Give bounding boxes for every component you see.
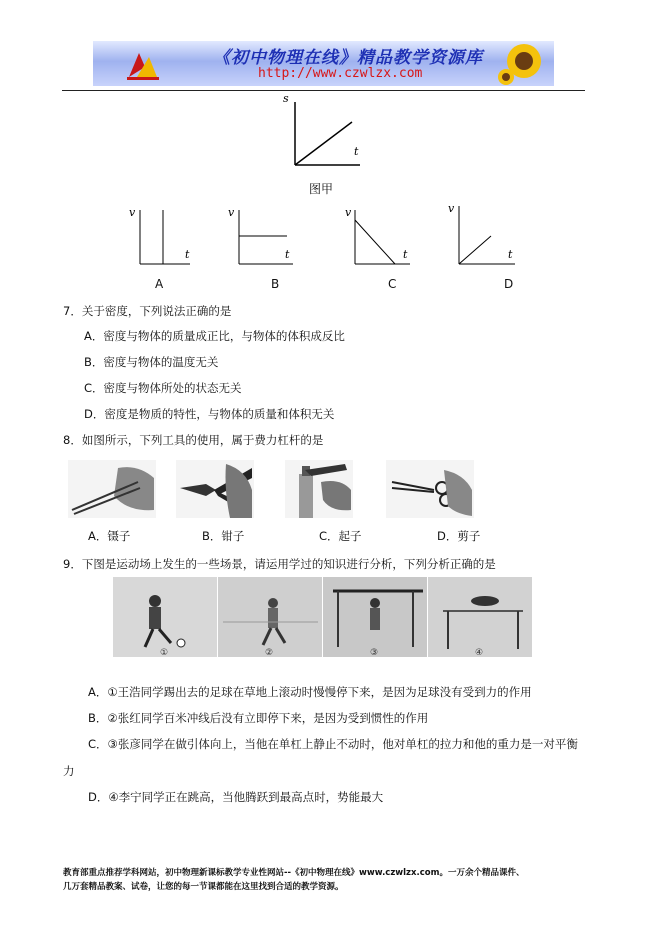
q9-option-c: C．③张彦同学在做引体向上，当他在单杠上静止不动时，他对单杠的拉力和他的重力是一对平衡 (88, 737, 578, 751)
svg-text:v: v (228, 206, 235, 219)
svg-text:v: v (129, 206, 136, 219)
option-label-c: C (388, 277, 397, 291)
svg-text:t: t (508, 248, 513, 261)
site-logo-icon (123, 47, 163, 83)
vt-graph-options (125, 200, 545, 272)
tweezers-image (68, 460, 156, 518)
option-label-a: A (155, 277, 164, 291)
svg-text:t: t (185, 248, 190, 261)
header-rule (62, 90, 585, 91)
sports-photos (113, 577, 532, 657)
footer-line-2: 几万套精品教案、试卷，让您的每一节课都能在这里找到合适的教学资源。 (63, 882, 344, 892)
q9-stem: 9．下图是运动场上发生的一些场景，请运用学过的知识进行分析，下列分析正确的是 (63, 557, 496, 571)
st-graph-x-label: t (354, 145, 359, 158)
bottle-opener-image (285, 460, 353, 518)
svg-text:v: v (448, 202, 455, 215)
q8-option-b: B．钳子 (202, 529, 245, 543)
pliers-image (176, 460, 254, 518)
vt-graph-a (129, 206, 190, 264)
svg-text:②: ② (265, 648, 274, 657)
q9-option-b: B．②张红同学百米冲线后没有立即停下来，是因为受到惯性的作用 (88, 711, 429, 725)
q7-option-b: B．密度与物体的温度无关 (84, 355, 219, 369)
vt-graph-b (228, 206, 293, 264)
banner-title: 《初中物理在线》精品教学资源库 (213, 48, 483, 68)
q8-option-a: A．镊子 (88, 529, 131, 543)
svg-text:v: v (345, 206, 352, 219)
q8-option-d: D．剪子 (437, 529, 481, 543)
svg-text:t: t (285, 248, 290, 261)
q9-option-d: D．④李宁同学正在跳高，当他腾跃到最高点时，势能最大 (88, 790, 384, 804)
q8-stem: 8．如图所示，下列工具的使用，属于费力杠杆的是 (63, 433, 324, 447)
q7-stem: 7．关于密度，下列说法正确的是 (63, 304, 232, 318)
header-banner (93, 41, 554, 86)
q8-option-c: C．起子 (319, 529, 362, 543)
svg-text:①: ① (160, 648, 169, 657)
st-graph-y-label: s (283, 92, 289, 105)
vt-graph-d (448, 202, 515, 264)
q9-option-a: A．①王浩同学踢出去的足球在草地上滚动时慢慢停下来，是因为足球没有受到力的作用 (88, 685, 532, 699)
option-label-b: B (271, 277, 280, 291)
svg-text:③: ③ (370, 648, 379, 657)
q9-option-c-cont: 力 (63, 764, 75, 778)
scissors-image (386, 460, 474, 518)
st-graph (280, 92, 370, 170)
q7-option-d: D．密度是物质的特性，与物体的质量和体积无关 (84, 407, 335, 421)
svg-text:t: t (403, 248, 408, 261)
sunflower-icon (494, 41, 548, 86)
banner-url[interactable]: http://www.czwlzx.com (258, 66, 423, 81)
footer-line-1: 教育部重点推荐学科网站，初中物理新课标教学专业性网站--《初中物理在线》www.czwlzx.com。一万余个精品课件、 (63, 868, 525, 878)
q7-option-c: C．密度与物体所处的状态无关 (84, 381, 242, 395)
figure-caption: 图甲 (309, 182, 334, 196)
q7-option-a: A．密度与物体的质量成正比，与物体的体积成反比 (84, 329, 345, 343)
option-label-d: D (504, 277, 514, 291)
svg-text:④: ④ (475, 648, 484, 657)
vt-graph-c (345, 206, 410, 264)
